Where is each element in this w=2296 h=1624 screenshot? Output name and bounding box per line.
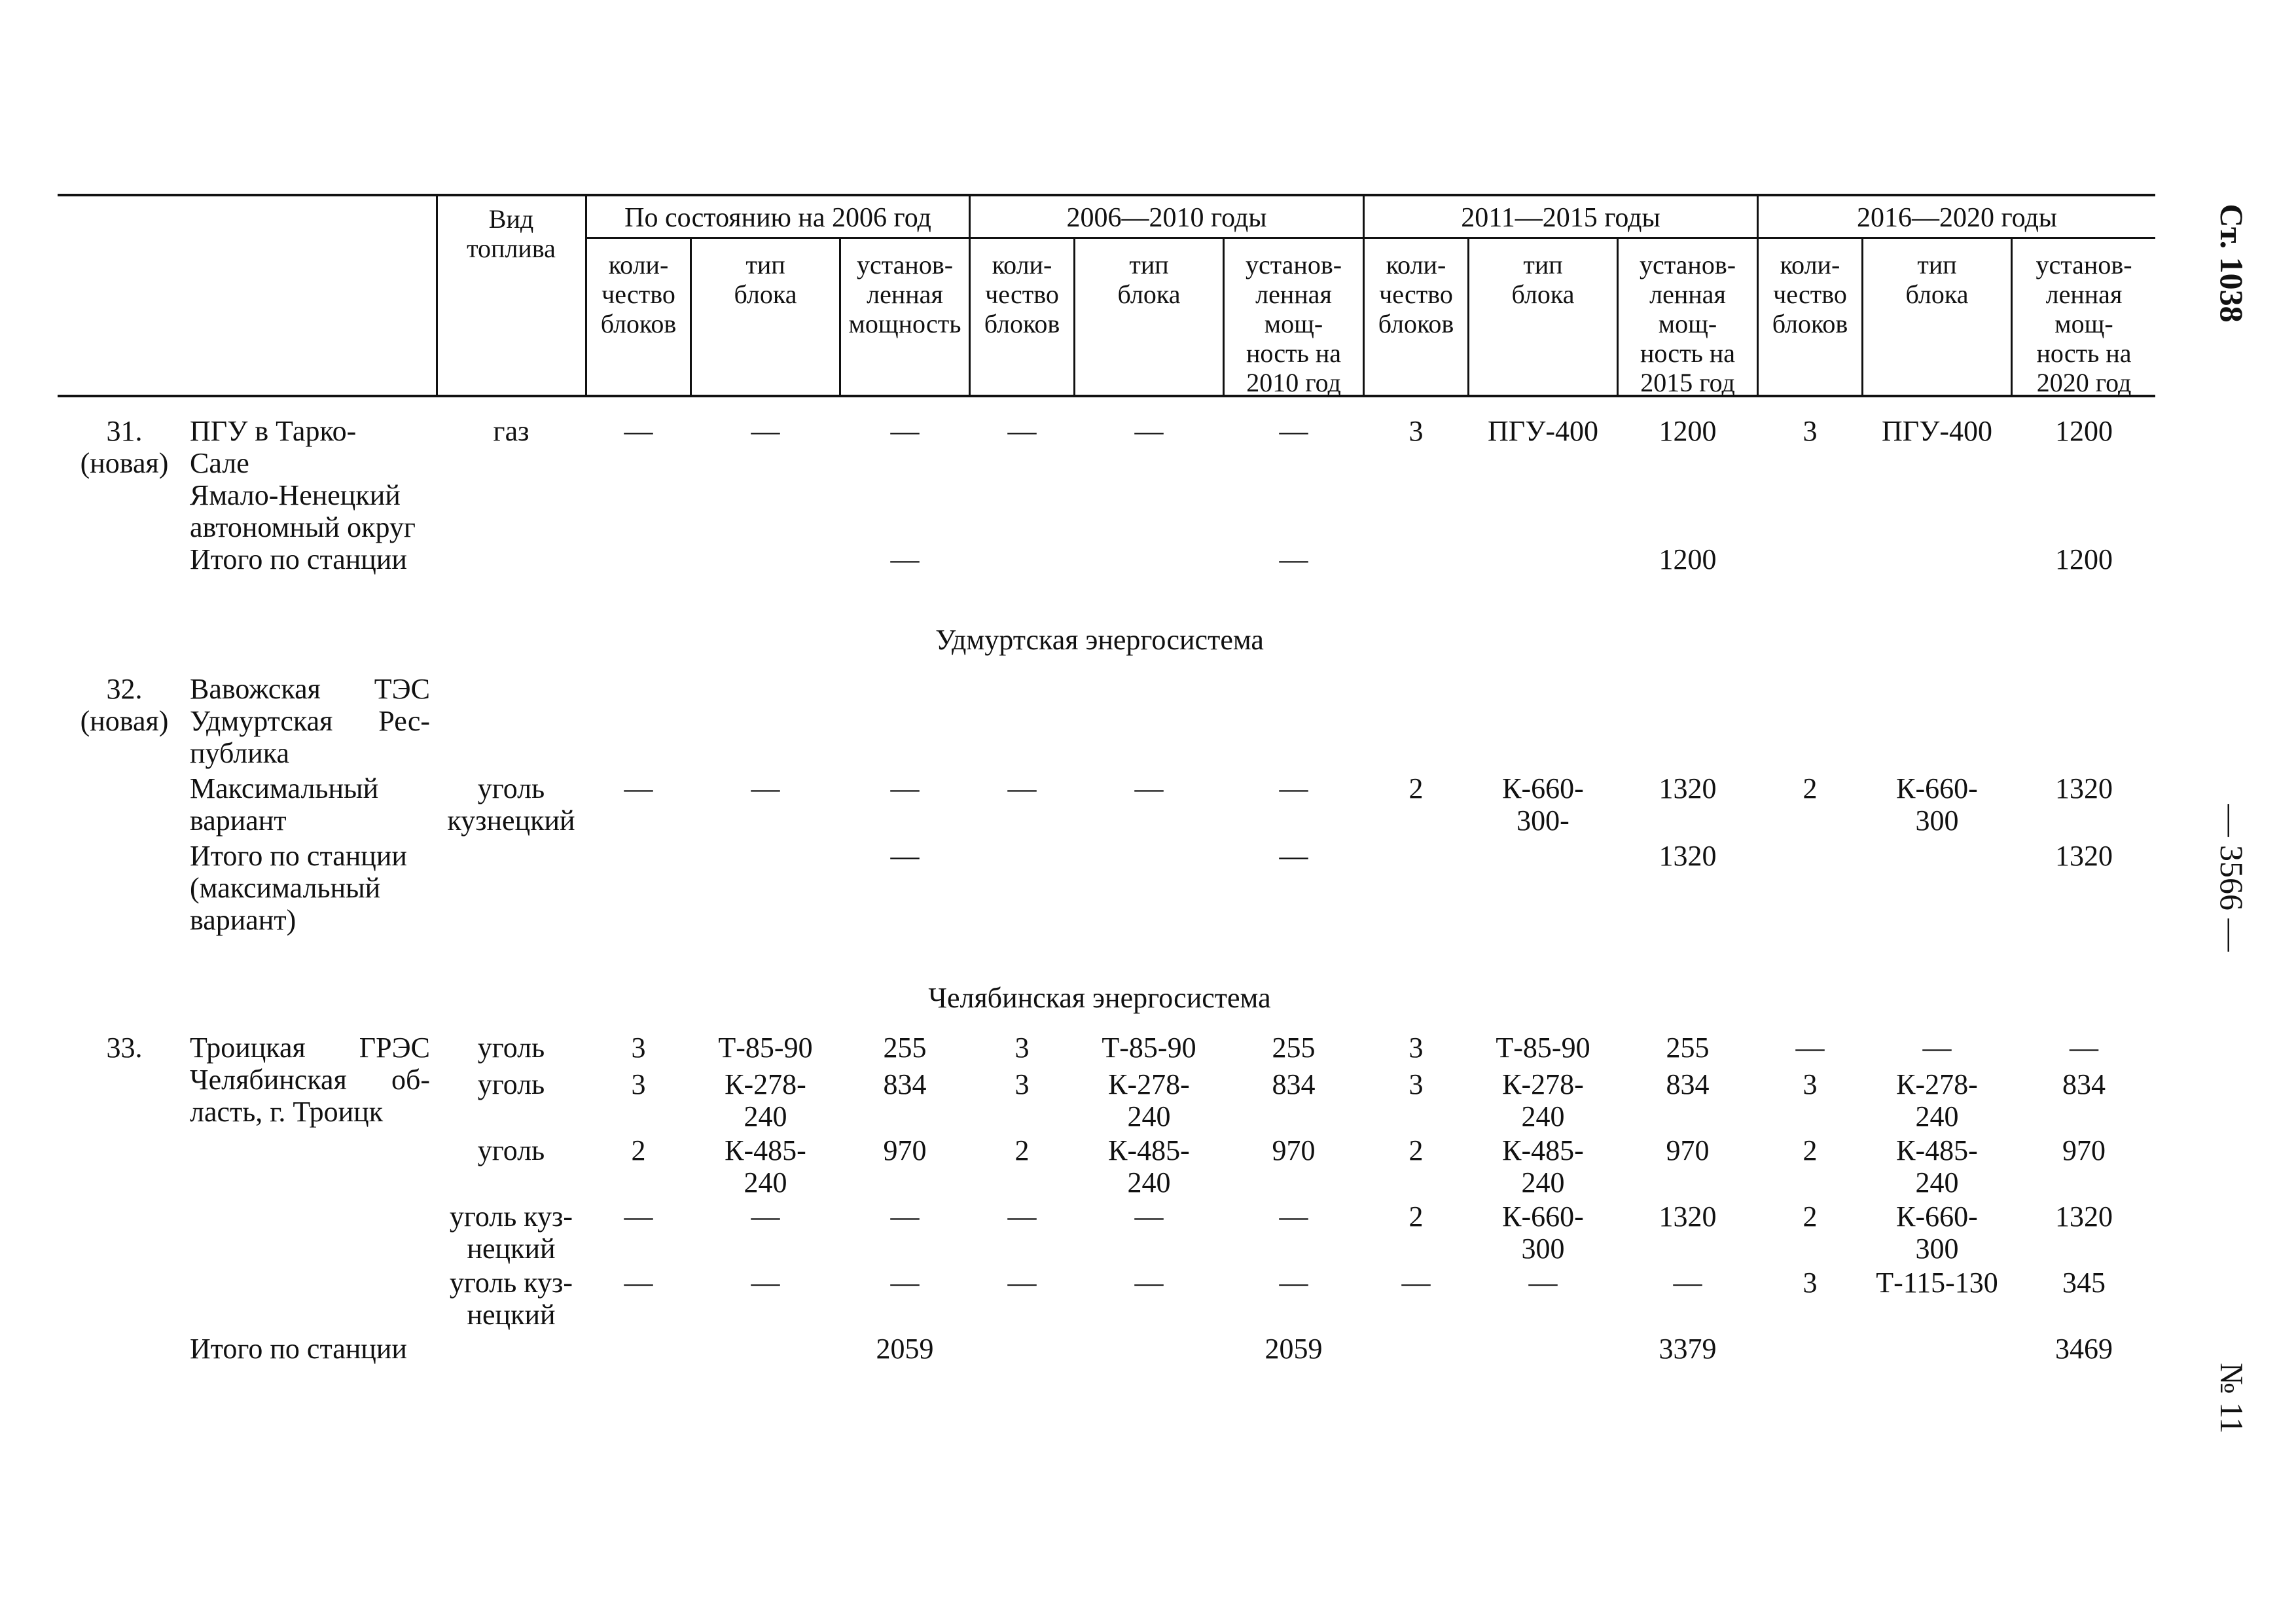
header-count-2006: коли- чество блоков xyxy=(600,250,677,338)
value-cell: — xyxy=(1922,1032,1952,1064)
value-cell: Т-85-90 xyxy=(1102,1032,1196,1064)
fuel-type: уголь кузнецкий xyxy=(447,772,575,837)
row-number: 32. (новая) xyxy=(80,673,169,737)
value-cell: К-485- 240 xyxy=(1108,1134,1190,1199)
value-cell: — xyxy=(890,772,920,804)
value-cell: — xyxy=(1279,415,1308,447)
header-group-2011-2015: 2011—2015 годы xyxy=(1461,203,1660,233)
value-cell: — xyxy=(1673,1267,1702,1299)
value-cell: 2 xyxy=(1803,1134,1818,1166)
value-cell: 255 xyxy=(1272,1032,1316,1064)
value-cell: К-278- 240 xyxy=(1502,1068,1584,1132)
value-cell: — xyxy=(1795,1032,1825,1064)
header-capacity-2020: установ- ленная мощ- ность на 2020 год xyxy=(2036,250,2132,397)
value-cell: 255 xyxy=(883,1032,927,1064)
value-cell: 2 xyxy=(1803,1200,1818,1233)
value-cell: — xyxy=(751,772,780,804)
value-cell: ПГУ-400 xyxy=(1881,415,1993,447)
value-cell: Т-85-90 xyxy=(1496,1032,1590,1064)
section-title-chelyabinsk: Челябинская энергосистема xyxy=(928,982,1271,1014)
station-name-line: Челябинская об- xyxy=(190,1064,430,1096)
header-capacity-2010: установ- ленная мощ- ность на 2010 год xyxy=(1245,250,1342,397)
station-total-label: Итого по станции xyxy=(190,543,407,575)
fuel-type: газ xyxy=(493,415,529,447)
issue-number: № 11 xyxy=(2214,1362,2250,1434)
total-cell: — xyxy=(1279,840,1308,872)
value-cell: — xyxy=(751,1200,780,1233)
value-cell: 970 xyxy=(1272,1134,1316,1166)
header-fuel-type: Вид топлива xyxy=(467,204,556,263)
value-cell: — xyxy=(1279,1200,1308,1233)
total-cell: 1200 xyxy=(2055,543,2113,575)
value-cell: 3 xyxy=(1408,1032,1424,1064)
station-total-label: Итого по станции xyxy=(190,1333,407,1365)
station-total-label: Итого по станции (максимальный вариант) xyxy=(190,840,407,936)
value-cell: К-660- 300 xyxy=(1896,1200,1978,1265)
value-cell: 3 xyxy=(1408,415,1424,447)
value-cell: К-485- 240 xyxy=(1896,1134,1978,1199)
header-count-2010: коли- чество блоков xyxy=(984,250,1060,338)
col-rule-fuel-left xyxy=(436,194,438,395)
value-cell: ПГУ-400 xyxy=(1487,415,1599,447)
value-cell: 1200 xyxy=(2055,415,2113,447)
value-cell: — xyxy=(1007,1267,1037,1299)
value-cell: 1320 xyxy=(2055,772,2113,804)
total-cell: 1320 xyxy=(2055,840,2113,872)
total-cell: 2059 xyxy=(876,1333,934,1365)
fuel-type: уголь куз- нецкий xyxy=(449,1267,573,1331)
value-cell: 3 xyxy=(1803,415,1818,447)
value-cell: К-278- 240 xyxy=(1896,1068,1978,1132)
value-cell: К-660- 300 xyxy=(1896,772,1978,837)
value-cell: 3 xyxy=(631,1032,646,1064)
header-capacity-2006: установ- ленная мощность xyxy=(848,250,961,338)
value-cell: К-485- 240 xyxy=(725,1134,806,1199)
value-cell: — xyxy=(1134,772,1164,804)
variant-label: Максимальный вариант xyxy=(190,772,379,837)
total-cell: 1320 xyxy=(1659,840,1717,872)
value-cell: — xyxy=(1279,772,1308,804)
fuel-type: уголь xyxy=(477,1068,545,1100)
section-title-udmurt: Удмуртская энергосистема xyxy=(935,624,1264,656)
value-cell: К-660- 300- xyxy=(1502,772,1584,837)
header-group-2006-2010: 2006—2010 годы xyxy=(1066,203,1267,233)
value-cell: — xyxy=(751,415,780,447)
value-cell: 2 xyxy=(1803,772,1818,804)
value-cell: 3 xyxy=(1803,1267,1818,1299)
value-cell: — xyxy=(2070,1032,2098,1064)
total-cell: — xyxy=(890,840,920,872)
header-count-2015: коли- чество блоков xyxy=(1378,250,1454,338)
value-cell: 834 xyxy=(2062,1068,2106,1100)
group-header-rule xyxy=(585,237,2155,239)
header-group-2016-2020: 2016—2020 годы xyxy=(1856,203,2058,233)
value-cell: — xyxy=(890,1267,920,1299)
row-number: 33. xyxy=(106,1032,143,1064)
value-cell: 2 xyxy=(1408,1200,1424,1233)
header-capacity-2015: установ- ленная мощ- ность на 2015 год xyxy=(1639,250,1736,397)
value-cell: К-278- 240 xyxy=(725,1068,806,1132)
value-cell: 3 xyxy=(1803,1068,1818,1100)
header-type-2010: тип блока xyxy=(1117,250,1181,309)
station-name-line: Троицкая ГРЭС xyxy=(190,1032,430,1064)
page-number: — 3566 — xyxy=(2214,804,2250,952)
value-cell: 1200 xyxy=(1659,415,1717,447)
total-cell: 1200 xyxy=(1659,543,1717,575)
fuel-type: уголь xyxy=(477,1134,545,1166)
value-cell: 834 xyxy=(883,1068,927,1100)
value-cell: 2 xyxy=(631,1134,646,1166)
value-cell: — xyxy=(624,1200,653,1233)
value-cell: — xyxy=(890,1200,920,1233)
value-cell: — xyxy=(1134,1200,1164,1233)
value-cell: — xyxy=(1134,1267,1164,1299)
value-cell: 3 xyxy=(1014,1068,1030,1100)
value-cell: 970 xyxy=(2062,1134,2106,1166)
value-cell: — xyxy=(751,1267,780,1299)
value-cell: 1320 xyxy=(2055,1200,2113,1233)
total-cell: — xyxy=(890,543,920,575)
value-cell: К-485- 240 xyxy=(1502,1134,1584,1199)
total-cell: 3379 xyxy=(1659,1333,1717,1365)
value-cell: К-278- 240 xyxy=(1108,1068,1190,1132)
total-cell: — xyxy=(1279,543,1308,575)
value-cell: 834 xyxy=(1666,1068,1710,1100)
value-cell: — xyxy=(1007,1200,1037,1233)
value-cell: — xyxy=(1279,1267,1308,1299)
station-name: ПГУ в Тарко- Сале Ямало-Ненецкий автономный округ xyxy=(190,415,416,543)
value-cell: 2 xyxy=(1014,1134,1030,1166)
header-type-2020: тип блока xyxy=(1905,250,1969,309)
station-name-line: Вавожская ТЭС xyxy=(190,673,430,705)
station-name-line: ласть, г. Троицк xyxy=(190,1096,384,1128)
value-cell: — xyxy=(1528,1267,1558,1299)
table-top-rule xyxy=(58,194,2155,196)
total-cell: 2059 xyxy=(1265,1333,1323,1365)
value-cell: — xyxy=(1007,772,1037,804)
value-cell: К-660- 300 xyxy=(1502,1200,1584,1265)
station-name-line: Удмуртская Рес- xyxy=(190,705,430,737)
value-cell: 970 xyxy=(883,1134,927,1166)
fuel-type: уголь xyxy=(477,1032,545,1064)
value-cell: Т-85-90 xyxy=(718,1032,813,1064)
value-cell: Т-115-130 xyxy=(1876,1267,1998,1299)
value-cell: 2 xyxy=(1408,772,1424,804)
header-bottom-rule xyxy=(58,395,2155,397)
row-number: 31. (новая) xyxy=(80,415,169,479)
value-cell: — xyxy=(890,415,920,447)
value-cell: — xyxy=(624,415,653,447)
value-cell: 2 xyxy=(1408,1134,1424,1166)
value-cell: — xyxy=(624,1267,653,1299)
header-count-2020: коли- чество блоков xyxy=(1772,250,1848,338)
station-name-line: публика xyxy=(190,737,290,769)
value-cell: — xyxy=(1134,415,1164,447)
article-number: Ст. 1038 xyxy=(2214,204,2250,323)
header-group-2006: По состоянию на 2006 год xyxy=(624,203,931,233)
value-cell: 834 xyxy=(1272,1068,1316,1100)
total-cell: 3469 xyxy=(2055,1333,2113,1365)
value-cell: — xyxy=(1007,415,1037,447)
fuel-type: уголь куз- нецкий xyxy=(449,1200,573,1265)
value-cell: 1320 xyxy=(1659,1200,1717,1233)
value-cell: 345 xyxy=(2062,1267,2106,1299)
value-cell: 3 xyxy=(631,1068,646,1100)
value-cell: — xyxy=(624,772,653,804)
header-type-2015: тип блока xyxy=(1511,250,1575,309)
value-cell: 970 xyxy=(1666,1134,1710,1166)
value-cell: 1320 xyxy=(1659,772,1717,804)
value-cell: 3 xyxy=(1408,1068,1424,1100)
value-cell: 255 xyxy=(1666,1032,1710,1064)
header-type-2006: тип блока xyxy=(734,250,797,309)
value-cell: 3 xyxy=(1014,1032,1030,1064)
value-cell: — xyxy=(1401,1267,1431,1299)
